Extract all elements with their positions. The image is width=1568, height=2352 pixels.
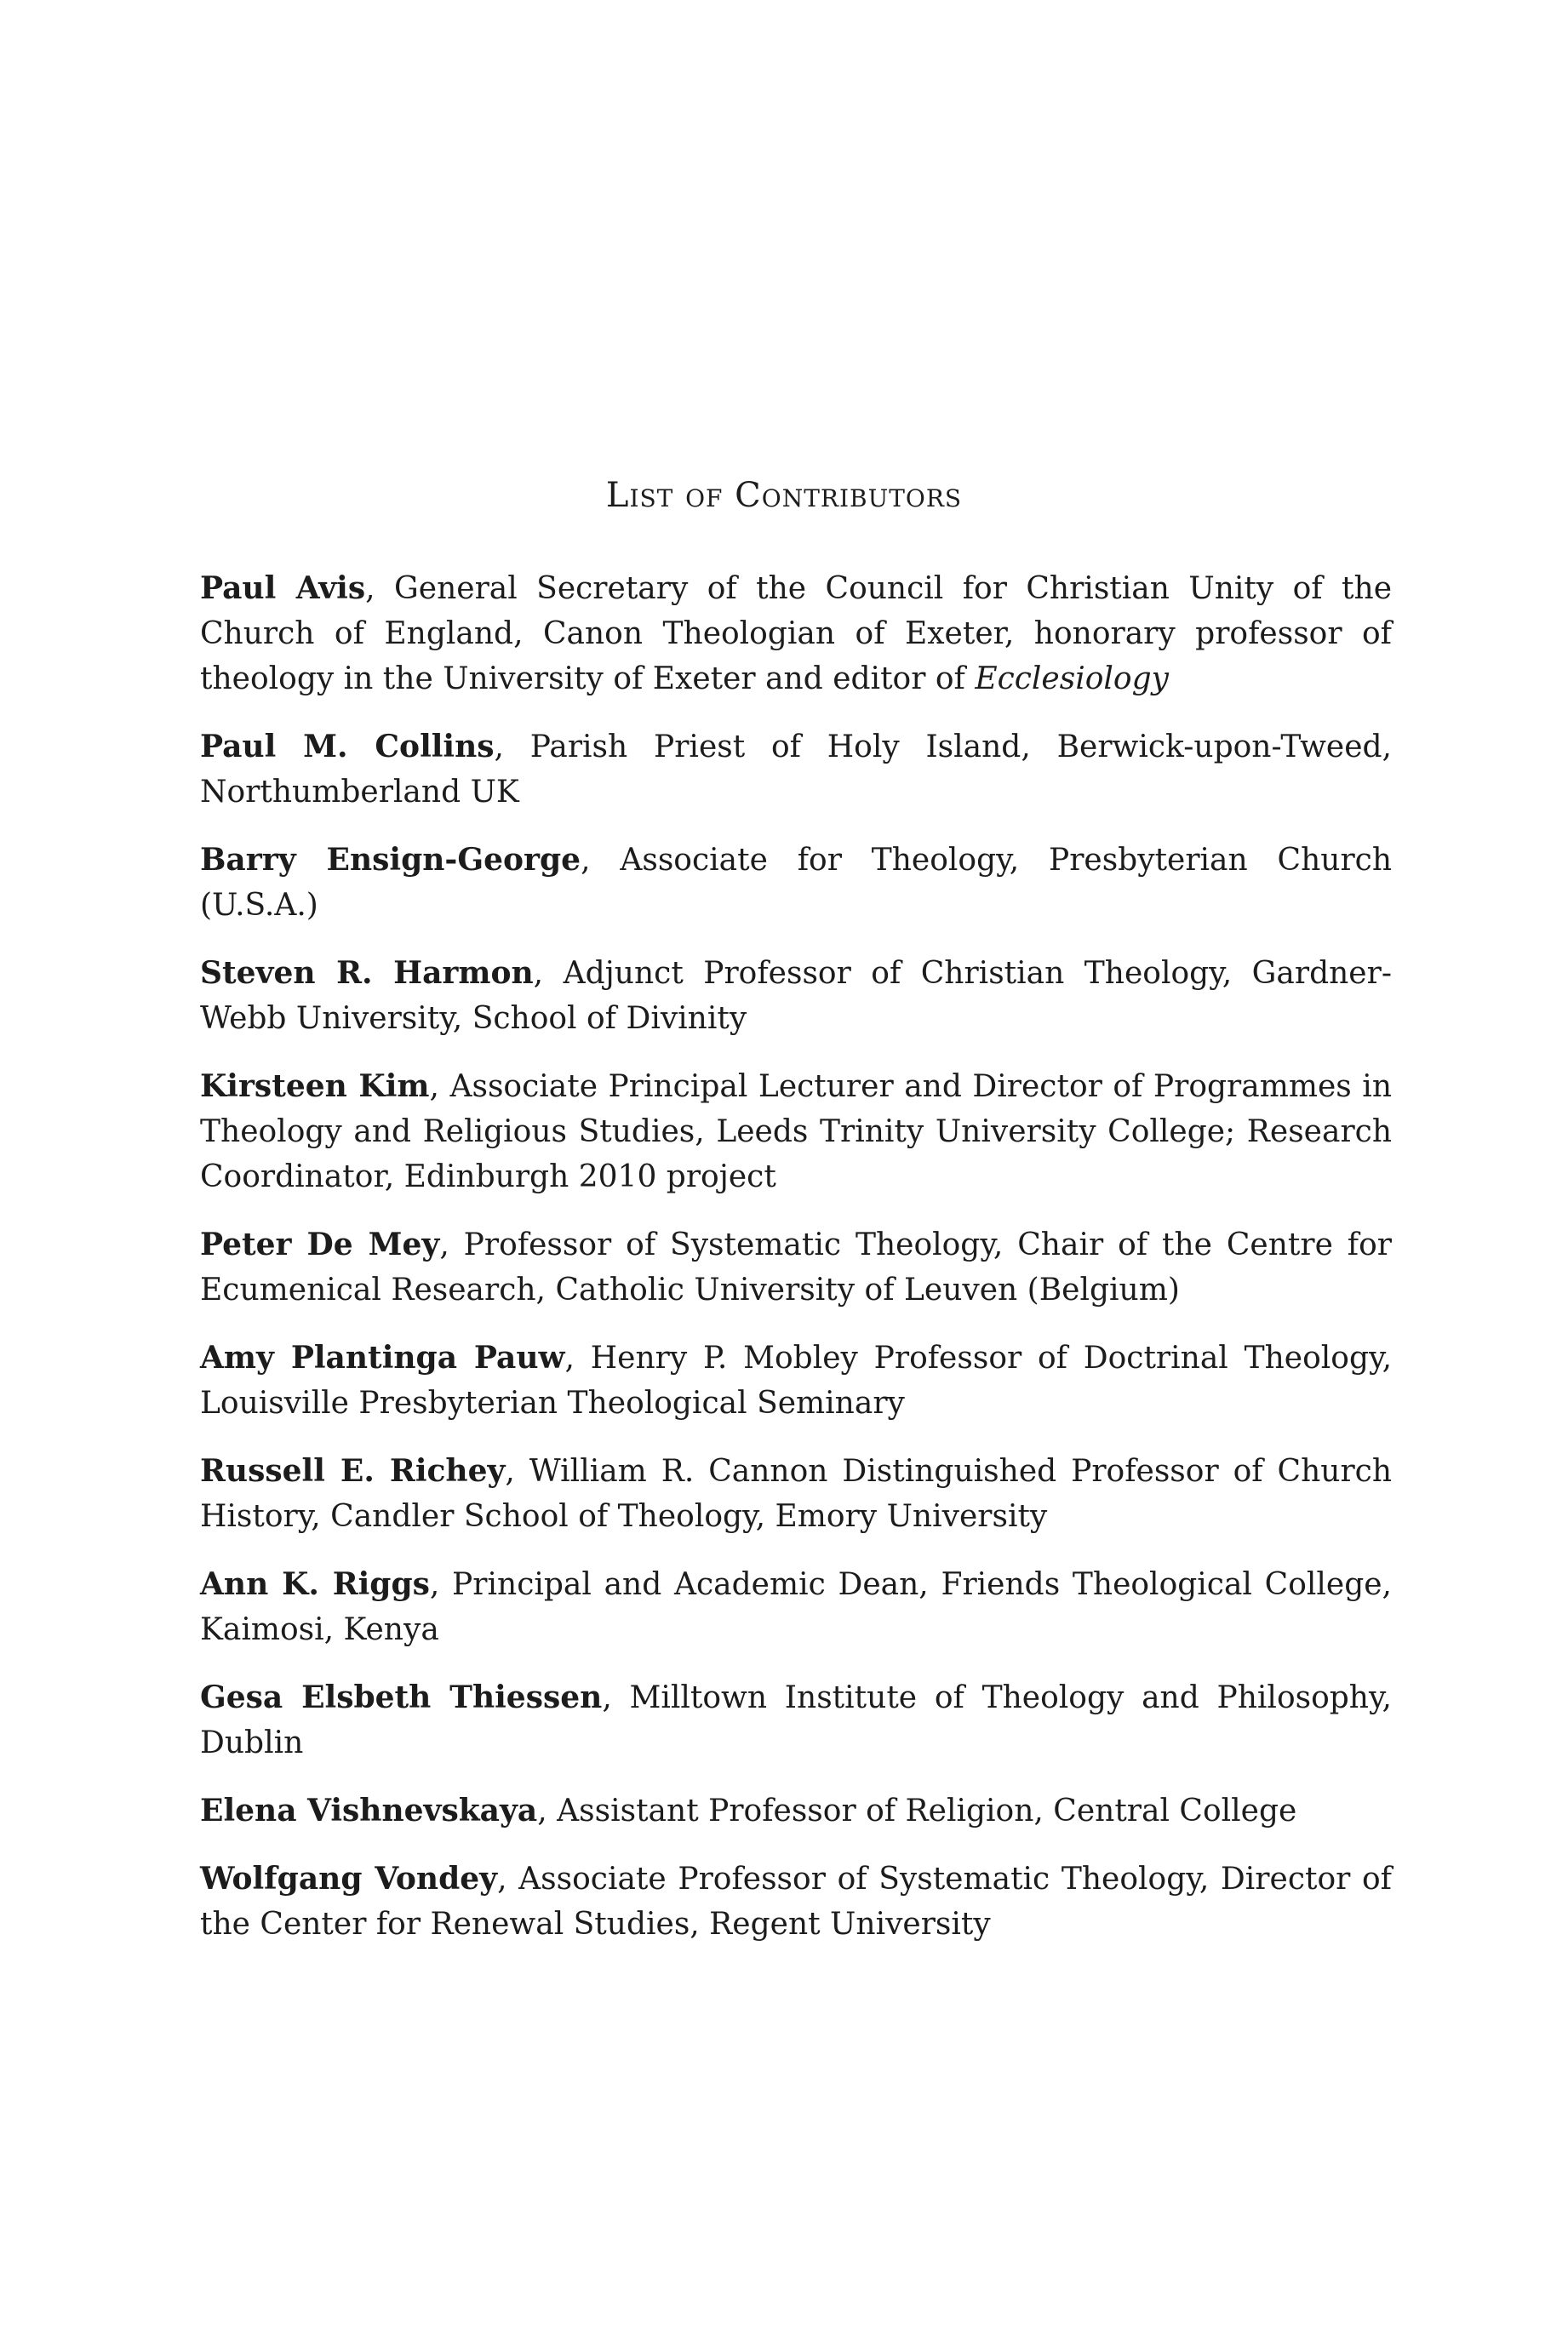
contributor-affiliation: , Principal and Academic Dean, Friends Theological College, Kaimosi, Kenya bbox=[200, 1567, 1392, 1647]
contributor-entry bbox=[200, 1336, 1392, 1426]
contributor-affiliation: , Associate Professor of Systematic Theology, Director of the Center for Renewal Studies, Regent University bbox=[200, 1862, 1392, 1942]
contributor-name: Elena Vishnevskaya bbox=[200, 1793, 538, 1828]
contributor-affiliation: , Associate for Theology, Presbyterian Church (U.S.A.) bbox=[200, 843, 1393, 923]
contributor-list bbox=[200, 566, 1392, 1970]
contributor-entry bbox=[200, 1222, 1392, 1313]
contributor-entry bbox=[200, 724, 1392, 815]
contributor-name: Russell E. Richey bbox=[200, 1453, 506, 1489]
contributor-affiliation: , Parish Priest of Holy Island, Berwick-upon-Tweed, Northumberland UK bbox=[200, 730, 1392, 810]
page-title: List of Contributors bbox=[605, 476, 963, 515]
contributor-affiliation: , Milltown Institute of Theology and Philosophy, Dublin bbox=[200, 1680, 1392, 1760]
contributor-entry bbox=[200, 1857, 1392, 1947]
contributor-entry bbox=[200, 1449, 1392, 1539]
contributor-entry bbox=[200, 838, 1392, 928]
contributor-name: Ann K. Riggs bbox=[200, 1566, 430, 1602]
contributor-affiliation: , Henry P. Mobley Professor of Doctrinal Theology, Louisville Presbyterian Theological Seminary bbox=[200, 1341, 1393, 1421]
contributor-affiliation: , Professor of Systematic Theology, Chair of the Centre for Ecumenical Research, Catholic University of Leuven (Belgium) bbox=[200, 1228, 1392, 1308]
journal-title: Ecclesiology bbox=[975, 661, 1169, 696]
contributor-name: Barry Ensign-George bbox=[200, 842, 581, 878]
contributor-name: Paul Avis bbox=[200, 570, 366, 606]
contributor-name: Kirsteen Kim bbox=[200, 1068, 430, 1104]
contributor-entry bbox=[200, 1562, 1392, 1652]
contributor-name: Paul M. Collins bbox=[200, 729, 495, 764]
contributor-affiliation: , William R. Cannon Distinguished Professor of Church History, Candler School of Theology, Emory University bbox=[200, 1454, 1393, 1534]
contributor-entry bbox=[200, 1788, 1392, 1834]
contributor-affiliation: , Assistant Professor of Religion, Central College bbox=[537, 1794, 1297, 1828]
contributor-name: Gesa Elsbeth Thiessen bbox=[200, 1680, 603, 1715]
contributor-entry bbox=[200, 1675, 1392, 1765]
contributor-name: Amy Plantinga Pauw bbox=[200, 1340, 565, 1376]
contributor-entry bbox=[200, 951, 1392, 1041]
contributor-affiliation: , Adjunct Professor of Christian Theology, Gardner-Webb University, School of Divinity bbox=[200, 956, 1392, 1036]
contributor-name: Steven R. Harmon bbox=[200, 955, 534, 991]
contributor-name: Peter De Mey bbox=[200, 1227, 440, 1262]
contributor-entry bbox=[200, 566, 1392, 701]
contributor-affiliation: , General Secretary of the Council for Christian Unity of the Church of England, Canon Theologian of Exeter, honorary professor of theology in the University of Exeter and editor of Ecclesiology bbox=[200, 571, 1393, 696]
contributor-affiliation: , Associate Principal Lecturer and Director of Programmes in Theology and Religious Studies, Leeds Trinity University College; Research Coordinator, Edinburgh 2010 project bbox=[200, 1069, 1393, 1194]
contributor-name: Wolfgang Vondey bbox=[200, 1861, 498, 1897]
contributor-entry bbox=[200, 1064, 1392, 1199]
